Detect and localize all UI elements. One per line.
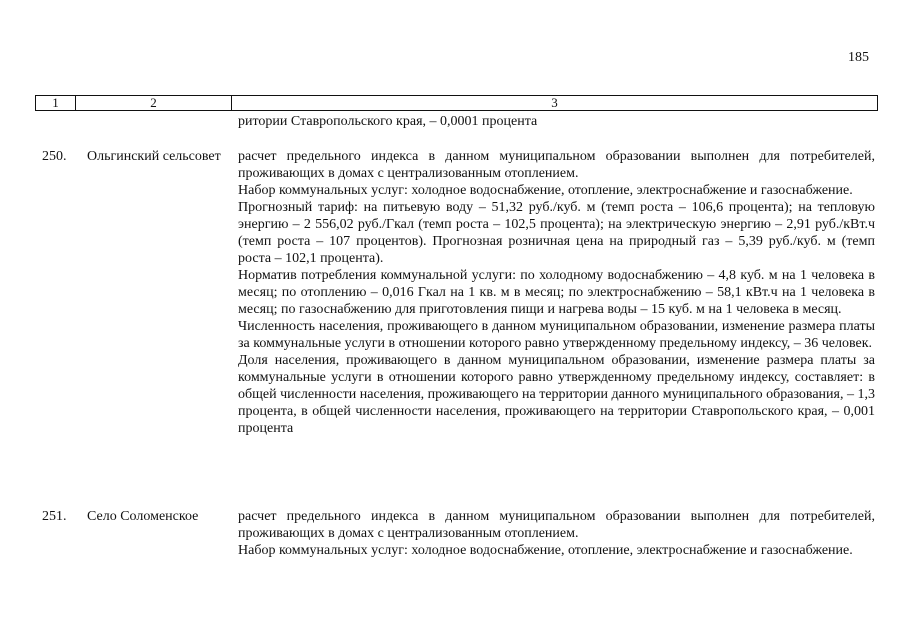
page-number: 185 [848,50,869,65]
continuation-text [238,113,875,130]
row-250-paragraph-3: Прогнозный тариф: на питьевую воду – 51,32 руб./куб. м (темп роста – 106,6 процента); на тепловую энергию – 2 556,02 руб./Гкал (темп роста – 102,5 процента); на электрическую энергию – 2,91 руб./кВт.ч (темп роста – 107 процентов). Прогнозная розничная цена на природный газ – 5,39 руб./куб. м (темп роста – 102,1 процента). [238,200,875,266]
row-250-paragraph-6: Доля населения, проживающего в данном муниципальном образовании, изменение размера платы за коммунальные услуги в отношении которого равно утвержденному предельному индексу, составляет: в общей численности населения, проживающего на территории данного муниципального образования, – 1,3 процента, в общей численности населения, проживающего на территории Ставропольского края, – 0,001 процента [238,353,875,436]
row-250-paragraph-2: Набор коммунальных услуг: холодное водоснабжение, отопление, электроснабжение и газоснабжение. [238,183,853,198]
row-number-250: 250. [42,149,67,164]
column-header-table [35,95,878,111]
row-number-251: 251. [42,509,67,524]
row-250-paragraph-4: Норматив потребления коммунальной услуги: по холодному водоснабжению – 4,8 куб. м на 1 человека в месяц; по отоплению – 0,016 Гкал на 1 кв. м в месяц; по электроснабжению – 58,1 кВт.ч на 1 человека в месяц; по газоснабжению для приготовления пищи и нагрева воды – 15 куб. м на 1 человека в месяц. [238,268,875,317]
row-250-paragraph-1: расчет предельного индекса в данном муниципальном образовании выполнен для потребителей, проживающих в домах с централизованным отоплением. [238,149,875,181]
column-header-1: 1 [36,96,76,111]
row-body-251 [238,508,875,559]
row-name-250: Ольгинский сельсовет [87,149,221,164]
row-body-250 [238,148,875,437]
continuation-paragraph: ритории Ставропольского края, – 0,0001 процента [238,114,538,129]
row-251-paragraph-2: Набор коммунальных услуг: холодное водоснабжение, отопление, электроснабжение и газоснабжение. [238,543,853,558]
column-header-2: 2 [76,96,232,111]
column-header-3: 3 [232,96,878,111]
row-name-251: Село Соломенское [87,509,199,524]
row-250-paragraph-5: Численность населения, проживающего в данном муниципальном образовании, изменение размера платы за коммунальные услуги в отношении которого равно утвержденному предельному индексу, – 36 человек. [238,319,875,351]
row-251-paragraph-1: расчет предельного индекса в данном муниципальном образовании выполнен для потребителей, проживающих в домах с централизованным отоплением. [238,509,875,541]
